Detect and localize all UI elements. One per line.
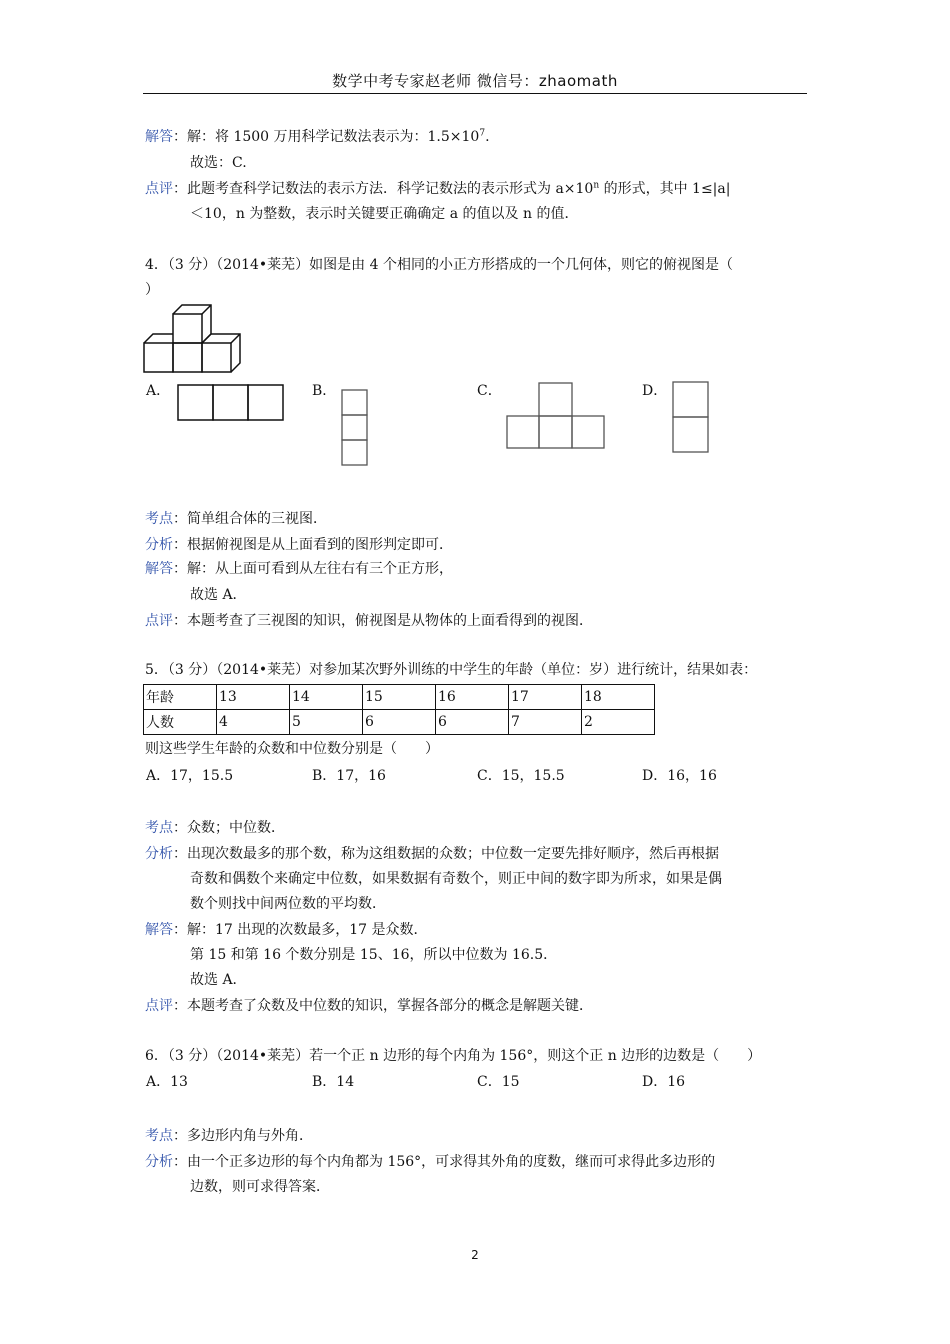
q3-comment-line: 点评：此题考查科学记数法的表示方法．科学记数法的表示形式为 $a\times 10^n$ 的形式，其中 1≤|a| <box>145 180 731 197</box>
table-cell: 18 <box>582 685 655 710</box>
q5-point: 考点：众数；中位数． <box>145 820 285 836</box>
comment-label: 点评 <box>145 613 173 629</box>
q5-answer-choice: 故选 A． <box>190 972 247 988</box>
point-label: 考点 <box>145 1128 173 1144</box>
q4-option-a-figure <box>176 383 286 423</box>
q3-answer-line: 解答：解：将 1500 万用科学记数法表示为：$1.5\times 10^7$. <box>145 128 490 145</box>
point-label: 考点 <box>145 820 173 836</box>
q6-analysis: 分析：由一个正多边形的每个内角都为 156°，可求得其外角的度数，继而可求得此多边形的 <box>145 1154 716 1170</box>
analysis-label: 分析 <box>145 846 173 862</box>
q3-answer-choice: 故选：C. <box>190 155 247 171</box>
q4-option-a[interactable]: A． <box>146 383 171 399</box>
q5-age-table <box>143 684 655 735</box>
table-cell: 13 <box>217 685 290 710</box>
table-cell: 14 <box>290 685 363 710</box>
table-cell: 5 <box>290 710 363 735</box>
table-cell: 2 <box>582 710 655 735</box>
table-cell: 6 <box>436 710 509 735</box>
q6-option-a[interactable]: A．13 <box>146 1074 188 1090</box>
q5-stem: 5．（3 分）（2014•莱芜）对参加某次野外训练的中学生的年龄（单位：岁）进行统计，结果如表： <box>145 662 758 678</box>
q6-analysis-line-2: 边数，则可求得答案． <box>190 1179 330 1195</box>
q5-answer-line-2: 第 15 和第 16 个数分别是 15、16，所以中位数为 16.5． <box>190 947 558 963</box>
table-cell: 17 <box>509 685 582 710</box>
q5-comment: 点评：本题考查了众数及中位数的知识，掌握各部分的概念是解题关键． <box>145 998 593 1014</box>
q6-option-d[interactable]: D．16 <box>642 1074 686 1090</box>
header-rule <box>143 93 807 94</box>
q4-option-d[interactable]: D． <box>642 383 668 399</box>
q5-analysis-line-3: 数个则找中间两位数的平均数． <box>190 896 386 912</box>
table-cell: 4 <box>217 710 290 735</box>
q4-option-c-figure <box>505 381 607 451</box>
answer-label: 解答 <box>145 922 173 938</box>
q4-comment: 点评：本题考查了三视图的知识，俯视图是从物体的上面看得到的视图． <box>145 613 593 629</box>
q4-stem: 4．（3 分）（2014•莱芜）如图是由 4 个相同的小正方形搭成的一个几何体，则它的俯视图是（ <box>145 257 733 273</box>
q5-option-c[interactable]: C．15，15.5 <box>477 768 565 784</box>
q4-option-c[interactable]: C． <box>477 383 502 399</box>
q6-option-b[interactable]: B．14 <box>312 1074 355 1090</box>
point-label: 考点 <box>145 511 173 527</box>
q6-option-c[interactable]: C．15 <box>477 1074 520 1090</box>
q5-option-d[interactable]: D．16，16 <box>642 768 717 784</box>
q3-comment-line-2: ＜10，n 为整数，表示时关键要正确确定 a 的值以及 n 的值． <box>190 206 579 222</box>
table-cell: 7 <box>509 710 582 735</box>
q5-answer: 解答：解：17 出现的次数最多，17 是众数． <box>145 922 428 938</box>
analysis-label: 分析 <box>145 1154 173 1170</box>
comment-label: 点评 <box>145 181 173 197</box>
q4-option-d-figure <box>671 380 713 454</box>
q5-question: 则这些学生年龄的众数和中位数分别是（ ） <box>145 741 439 757</box>
q4-solid-figure <box>140 300 250 380</box>
table-cell: 人数 <box>144 710 217 735</box>
q5-option-b[interactable]: B．17，16 <box>312 768 386 784</box>
comment-label: 点评 <box>145 998 173 1014</box>
q4-option-b[interactable]: B． <box>312 383 337 399</box>
q4-stem-end: ） <box>145 282 159 298</box>
q5-analysis: 分析：出现次数最多的那个数，称为这组数据的众数；中位数一定要先排好顺序，然后再根据 <box>145 846 719 862</box>
q4-answer: 解答：解：从上面可看到从左往右有三个正方形， <box>145 561 453 577</box>
answer-label: 解答 <box>145 129 173 145</box>
q5-option-a[interactable]: A．17，15.5 <box>146 768 234 784</box>
q4-point: 考点：简单组合体的三视图． <box>145 511 327 527</box>
q4-analysis: 分析：根据俯视图是从上面看到的图形判定即可． <box>145 537 453 553</box>
q6-point: 考点：多边形内角与外角． <box>145 1128 313 1144</box>
table-cell: 6 <box>363 710 436 735</box>
table-row <box>144 685 655 710</box>
q4-answer-choice: 故选 A． <box>190 587 247 603</box>
analysis-label: 分析 <box>145 537 173 553</box>
table-cell: 15 <box>363 685 436 710</box>
q5-analysis-line-2: 奇数和偶数个来确定中位数，如果数据有奇数个，则正中间的数字即为所求，如果是偶 <box>190 871 722 887</box>
table-row <box>144 710 655 735</box>
answer-label: 解答 <box>145 561 173 577</box>
page-number: 2 <box>471 1248 479 1262</box>
q4-option-b-figure <box>340 388 370 468</box>
table-cell: 16 <box>436 685 509 710</box>
page-header: 数学中考专家赵老师 微信号：zhaomath <box>332 72 618 90</box>
q6-stem: 6．（3 分）（2014•莱芜）若一个正 n 边形的每个内角为 156°，则这个正 n 边形的边数是（ ） <box>145 1048 762 1064</box>
table-cell: 年龄 <box>144 685 217 710</box>
